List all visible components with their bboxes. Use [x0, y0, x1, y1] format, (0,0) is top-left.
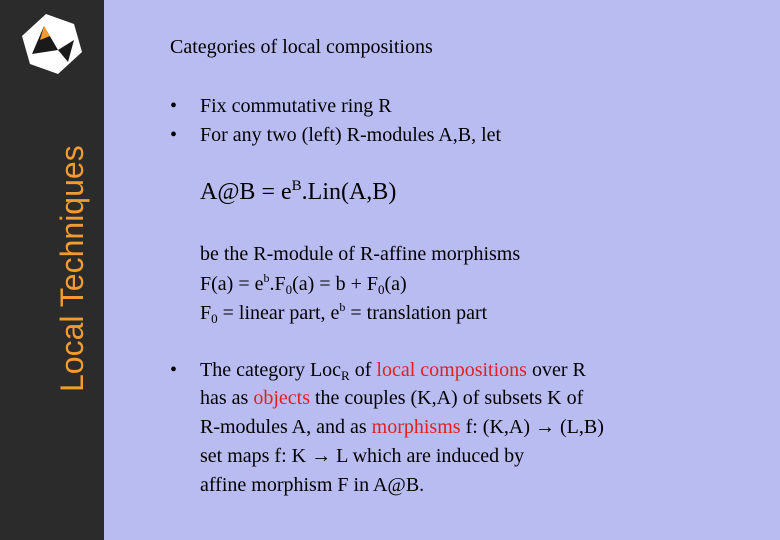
definition-line: $F(a) = e^b.F_0(a) = b + F_0(a)$ — [200, 271, 407, 297]
highlight-term: local compositions — [376, 359, 527, 381]
definition-line: be the R-module of R-affine morphisms — [200, 243, 521, 265]
highlight-term: objects — [253, 387, 310, 409]
bullet-text: For any two (left) R-modules A,B, let — [200, 124, 502, 146]
formula: A@B = $e^B.Lin(A,B)$ — [200, 178, 397, 205]
triangle-in-hexagon-logo — [20, 12, 84, 76]
bullet-continuation: affine morphism F in A@B. — [200, 474, 425, 496]
bullet-item — [170, 95, 392, 118]
bullet-marker: • — [170, 124, 178, 146]
bullet-marker: • — [170, 95, 178, 117]
bullet-item — [170, 124, 501, 147]
bullet-continuation: R-modules A, and as morphisms f: (K,A) → (L,B) — [200, 416, 604, 438]
bullet-item — [170, 359, 586, 384]
bullet-marker: • — [170, 359, 178, 381]
bullet-text: The category Loc$_R$ of local compositions over R — [200, 359, 586, 383]
bullet-continuation: set maps f: K → L which are induced by — [200, 445, 525, 467]
vertical-title: Local Techniques — [54, 145, 90, 392]
sidebar — [0, 0, 104, 540]
definition-line: $F_0$ = linear part, $e^b$ = translation part — [200, 300, 488, 326]
highlight-term: morphisms — [371, 416, 461, 438]
bullet-text: Fix commutative ring R — [200, 95, 392, 117]
bullet-continuation: has as objects the couples (K,A) of subsets K of — [200, 387, 584, 409]
slide-heading: Categories of local compositions — [170, 36, 433, 58]
